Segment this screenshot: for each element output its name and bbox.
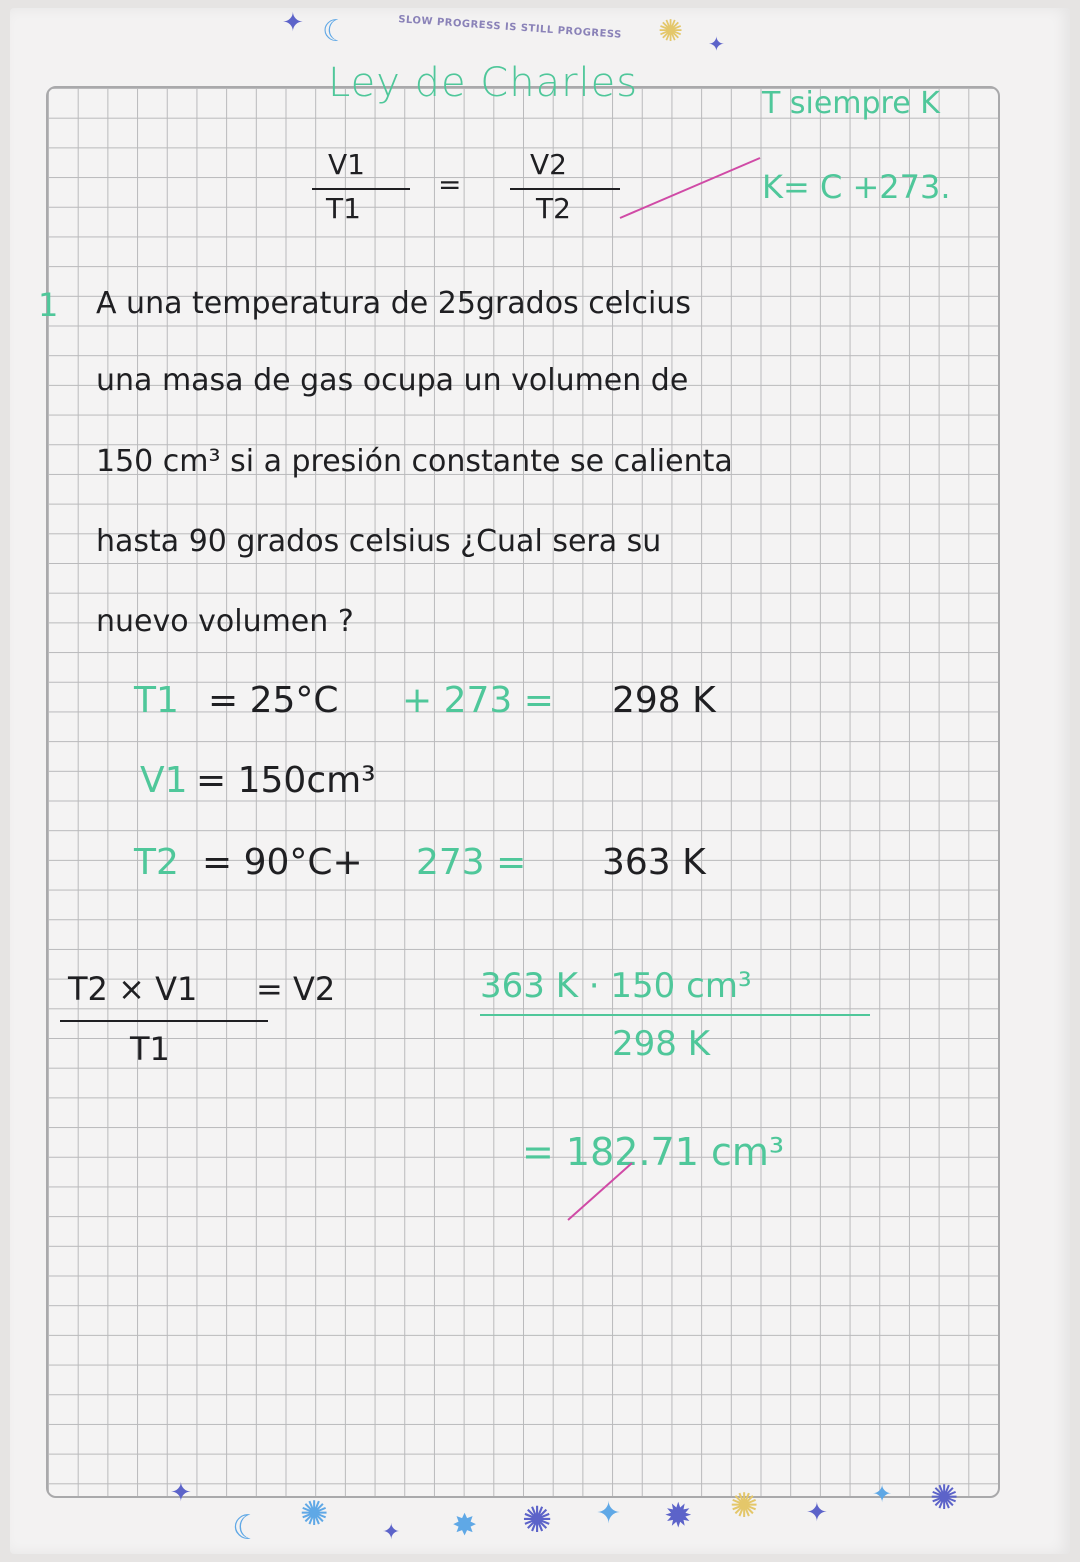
burst-icon: ✺ [930, 1478, 959, 1518]
t2-value: = 90°C+ [202, 842, 363, 883]
rearranged-denominator: T1 [130, 1030, 170, 1068]
formula-bar-right [510, 188, 620, 190]
calc-result: = 182.71 cm³ [522, 1130, 785, 1174]
problem-line-2: una masa de gas ocupa un volumen de [96, 363, 689, 398]
problem-line-3: 150 cm³ si a presión constante se calienta [96, 444, 733, 479]
sparkle-icon: ✦ [170, 1478, 192, 1508]
t1-result: 298 K [612, 680, 716, 721]
t2-label: T2 [134, 842, 179, 883]
sparkle-icon: ✦ [872, 1480, 893, 1508]
note-line-2: K= C +273. [762, 168, 951, 206]
formula-equals: = [438, 168, 462, 201]
burst-icon: ✸ [452, 1508, 478, 1543]
moon-icon: ☾ [232, 1508, 263, 1548]
sun-icon: ✺ [730, 1486, 759, 1526]
moon-icon: ☾ [322, 14, 349, 49]
formula-v1: V1 [328, 148, 365, 181]
note-line-1: T siempre K [762, 86, 940, 121]
problem-line-5: nuevo volumen ? [96, 604, 354, 639]
rearranged-equals: = V2 [256, 970, 336, 1008]
t1-value: = 25°C [208, 680, 339, 721]
star-icon: ✦ [806, 1498, 828, 1528]
star-icon: ✦ [708, 32, 725, 56]
sun-icon: ✺ [300, 1494, 329, 1534]
t1-add: + 273 = [402, 680, 554, 721]
page-title: Ley de Charles [328, 60, 639, 106]
formula-bar-left [312, 188, 410, 190]
rearranged-numerator: T2 × V1 [68, 970, 198, 1008]
formula-t1: T1 [326, 192, 361, 225]
v1-label: V1 [140, 760, 188, 801]
burst-icon: ✺ [522, 1500, 553, 1541]
t1-label: T1 [134, 680, 179, 721]
star-icon: ✦ [382, 1520, 401, 1545]
sun-icon: ✹ [664, 1496, 693, 1536]
v1-value: = 150cm³ [196, 760, 376, 801]
tagline: SLOW PROGRESS IS STILL PROGRESS [397, 14, 623, 41]
notebook-page [10, 8, 1070, 1554]
calc-numerator: 363 K · 150 cm³ [480, 966, 752, 1006]
rearranged-bar [60, 1020, 268, 1022]
t2-result: 363 K [602, 842, 706, 883]
pointer-arrow [610, 148, 770, 228]
sparkle-icon: ✦ [596, 1496, 622, 1531]
formula-t2: T2 [536, 192, 571, 225]
problem-line-1: A una temperatura de 25grados celcius [96, 286, 691, 321]
formula-v2: V2 [530, 148, 567, 181]
calc-bar [480, 1014, 870, 1016]
t2-add: 273 = [416, 842, 527, 883]
result-arrow [562, 1158, 642, 1228]
problem-number: 1 [38, 286, 59, 324]
sun-icon: ✺ [658, 14, 684, 49]
sparkle-icon: ✦ [282, 8, 304, 38]
calc-denominator: 298 K [612, 1024, 710, 1064]
problem-line-4: hasta 90 grados celsius ¿Cual sera su [96, 524, 662, 559]
